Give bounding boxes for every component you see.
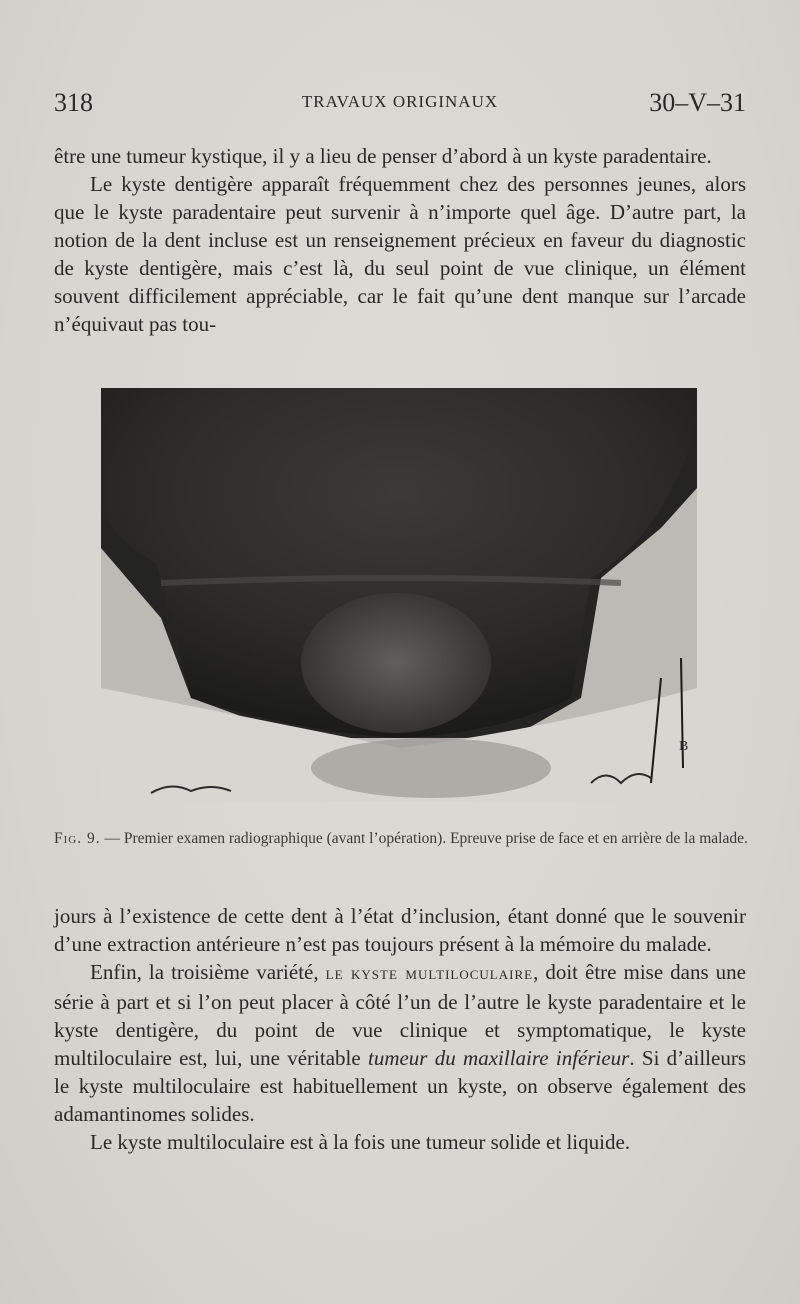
small-caps-term: le kyste multiloculaire: [325, 963, 534, 984]
text-run: Enfin, la troisième variété,: [90, 960, 326, 984]
paragraph-variety: [54, 958, 746, 1128]
body-text-top: [54, 142, 746, 338]
radiograph-figure: [101, 388, 697, 802]
marker-letter: B: [679, 739, 689, 754]
paragraph: Le kyste dentigère apparaît fréquemment chez des personnes jeunes, alors que le kyste paradentaire peut survenir à n’importe quel âge. D’autre part, la notion de la dent incluse est un renseignement précieux en faveur du diagnostic de kyste dentigère, mais c’est là, du seul point de vue clinique, un élément souvent difficilement appréciable, car le fait qu’une dent manque sur l’arcade n’équivaut pas tou-: [54, 172, 746, 336]
figure-caption: [54, 828, 766, 850]
italic-term: tumeur du maxillaire inférieur: [367, 1046, 630, 1070]
figure-caption-text: — Premier examen radiographique (avant l’opération). Epreuve prise de face et en arrière de la malade.: [100, 830, 748, 847]
running-header: [54, 88, 746, 124]
running-title: TRAVAUX ORIGINAUX: [301, 92, 499, 111]
text-run: , doit être mise dans une série à part et si l’on peut placer à côté l’un de l’autre le kyste paradentaire et le kyste dentigère, du point de vue clinique et symptomatique, le kyste multiloculaire est, lui, une véritable: [54, 960, 746, 1070]
issue-date: 30–V–31: [649, 88, 746, 117]
figure-label: Fig. 9.: [54, 830, 101, 847]
radiograph-image: [101, 388, 697, 802]
paragraph: être une tumeur kystique, il y a lieu de penser d’abord à un kyste paradentaire.: [54, 144, 712, 168]
text-run: . Si d’ailleurs le kyste multiloculaire est habituellement un kyste, on observe également des adamantinomes solides.: [54, 1046, 746, 1126]
page-number: 318: [54, 88, 93, 117]
paragraph: jours à l’existence de cette dent à l’état d’inclusion, étant donné que le souvenir d’une extraction antérieure n’est pas toujours présent à la mémoire du malade.: [54, 904, 746, 956]
body-text-bottom: [54, 902, 746, 1156]
paragraph: Le kyste multiloculaire est à la fois une tumeur solide et liquide.: [90, 1130, 631, 1154]
